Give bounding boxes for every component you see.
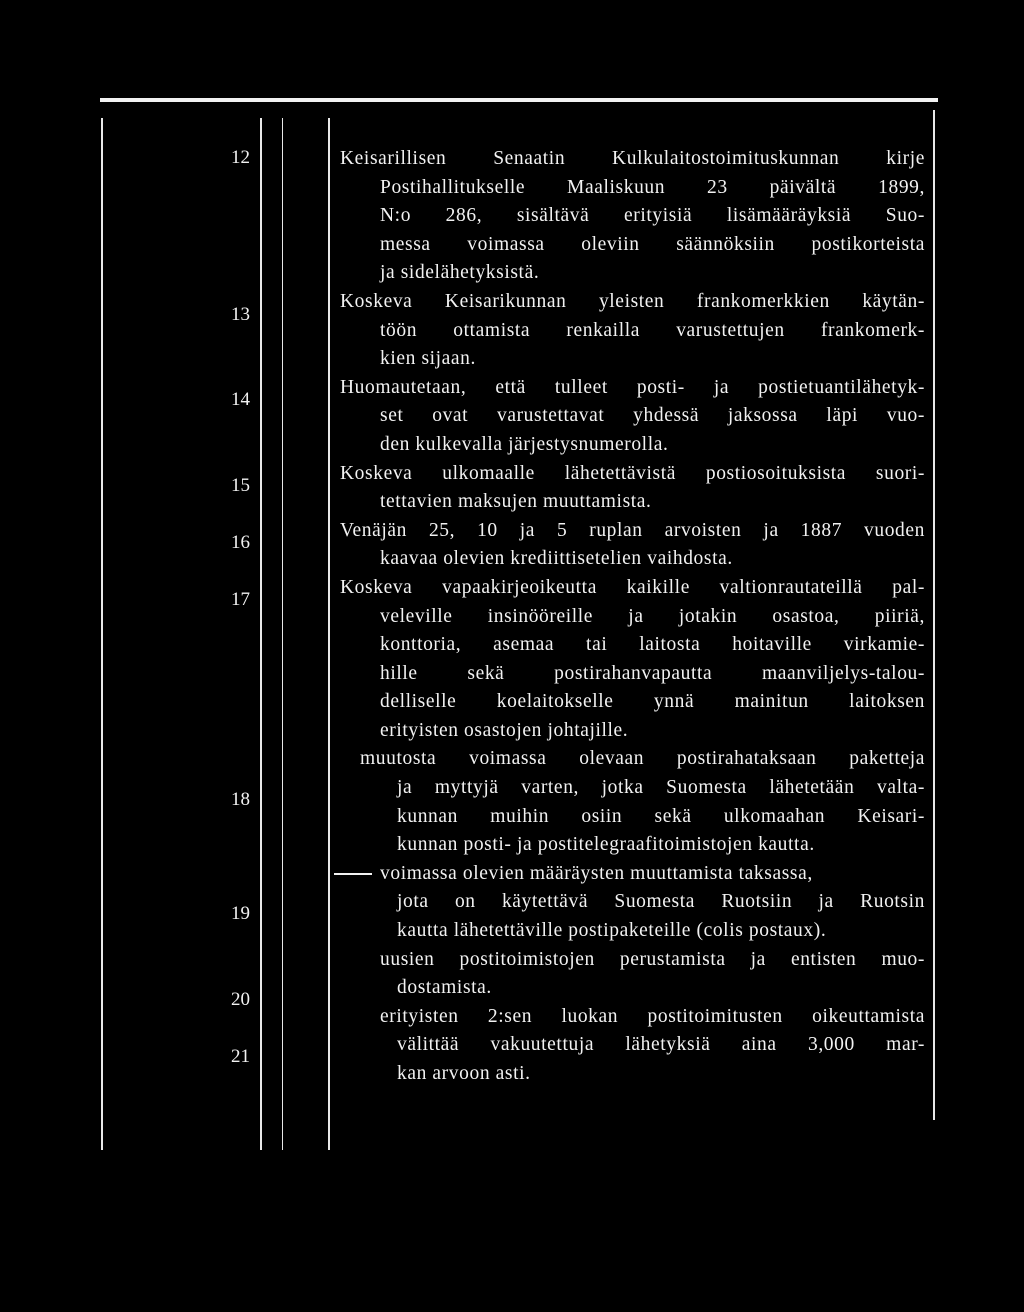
column-rule-text [328, 118, 330, 1150]
column-rule-right [933, 110, 935, 1120]
column-rule-number [260, 118, 262, 1150]
entry-line: töön ottamista renkailla varustettujen frankomerk- [380, 319, 925, 341]
entry-number: 12 [231, 147, 250, 168]
entry-line: jota on käytettävä Suomesta Ruotsiin ja Ruotsin [397, 891, 925, 913]
entry-line: Koskeva vapaakirjeoikeutta kaikille valtionrautateillä pal- [340, 576, 925, 598]
column-rule-mid [282, 118, 283, 1150]
entry-line: N:o 286, sisältävä erityisiä lisämääräyksiä Suo- [380, 205, 925, 227]
entry-line: konttoria, asemaa tai laitosta hoitaville virkamie- [380, 634, 925, 656]
entry-line: Koskeva ulkomaalle lähetettävistä postiosoituksista suori- [340, 462, 925, 484]
entry-number: 14 [231, 389, 250, 410]
entry-line: tettavien maksujen muuttamista. [380, 491, 652, 513]
entry-number: 17 [231, 589, 250, 610]
entry-number: 15 [231, 475, 250, 496]
entry-line: välittää vakuutettuja lähetyksiä aina 3,000 mar- [397, 1034, 925, 1056]
entry-number: 20 [231, 989, 250, 1010]
entry-line: delliselle koelaitokselle ynnä mainitun laitoksen [380, 691, 925, 713]
entry-number: 16 [231, 532, 250, 553]
entry-line: Venäjän 25, 10 ja 5 ruplan arvoisten ja 1887 vuoden [340, 519, 925, 541]
entry-line: den kulkevalla järjestysnumerolla. [380, 433, 669, 455]
entry-line: Postihallitukselle Maaliskuun 23 päivältä 1899, [380, 176, 925, 198]
entry-line: dostamista. [397, 977, 492, 999]
entry-line: set ovat varustettavat yhdessä jaksossa läpi vuo- [380, 405, 925, 427]
entry-line: Keisarillisen Senaatin Kulkulaitostoimituskunnan kirje [340, 148, 925, 169]
entry-line: erityisten osastojen johtajille. [380, 719, 629, 741]
entry-line: kunnan muihin osiin sekä ulkomaahan Keisari- [397, 805, 925, 827]
entry-line: kautta lähetettäville postipaketeille (colis postaux). [397, 920, 827, 942]
entry-line: messa voimassa oleviin säännöksiin postikorteista [380, 233, 925, 255]
repeat-dash [334, 873, 372, 875]
entry-line: ja myttyjä varten, jotka Suomesta lähetetään valta- [397, 777, 925, 799]
entry-number: 18 [231, 789, 250, 810]
entry-line-text: voimassa olevien määräysten muuttamista taksassa, [380, 862, 813, 884]
top-rule [100, 98, 938, 102]
entry-line: kunnan posti- ja postitelegraafitoimistojen kautta. [397, 834, 815, 856]
column-rule-left [101, 118, 103, 1150]
entry-line: Huomautetaan, että tulleet posti- ja postietuantilähetyk- [340, 376, 925, 398]
entry-line: hille sekä postirahanvapautta maanviljelys-talou- [380, 662, 925, 684]
entry-line: veleville insinööreille ja jotakin osastoa, piiriä, [380, 605, 925, 627]
entry-line: erityisten 2:sen luokan postitoimitusten oikeuttamista [380, 1005, 925, 1027]
entry-number: 21 [231, 1046, 250, 1067]
entry-line: ja sidelähetyksistä. [380, 262, 540, 284]
entry-line: Koskeva Keisarikunnan yleisten frankomerkkien käytän- [340, 290, 925, 312]
entries-text [340, 145, 925, 1089]
entry-line: kan arvoon asti. [397, 1063, 531, 1084]
entry-line: uusien postitoimistojen perustamista ja entisten muo- [380, 948, 925, 970]
entry-line [334, 860, 925, 889]
entry-line: muutosta voimassa olevaan postirahataksaan paketteja [360, 748, 925, 770]
entry-line: kien sijaan. [380, 348, 477, 370]
entry-line: kaavaa olevien krediittisetelien vaihdosta. [380, 548, 733, 570]
entry-number: 19 [231, 903, 250, 924]
entry-number: 13 [231, 304, 250, 325]
